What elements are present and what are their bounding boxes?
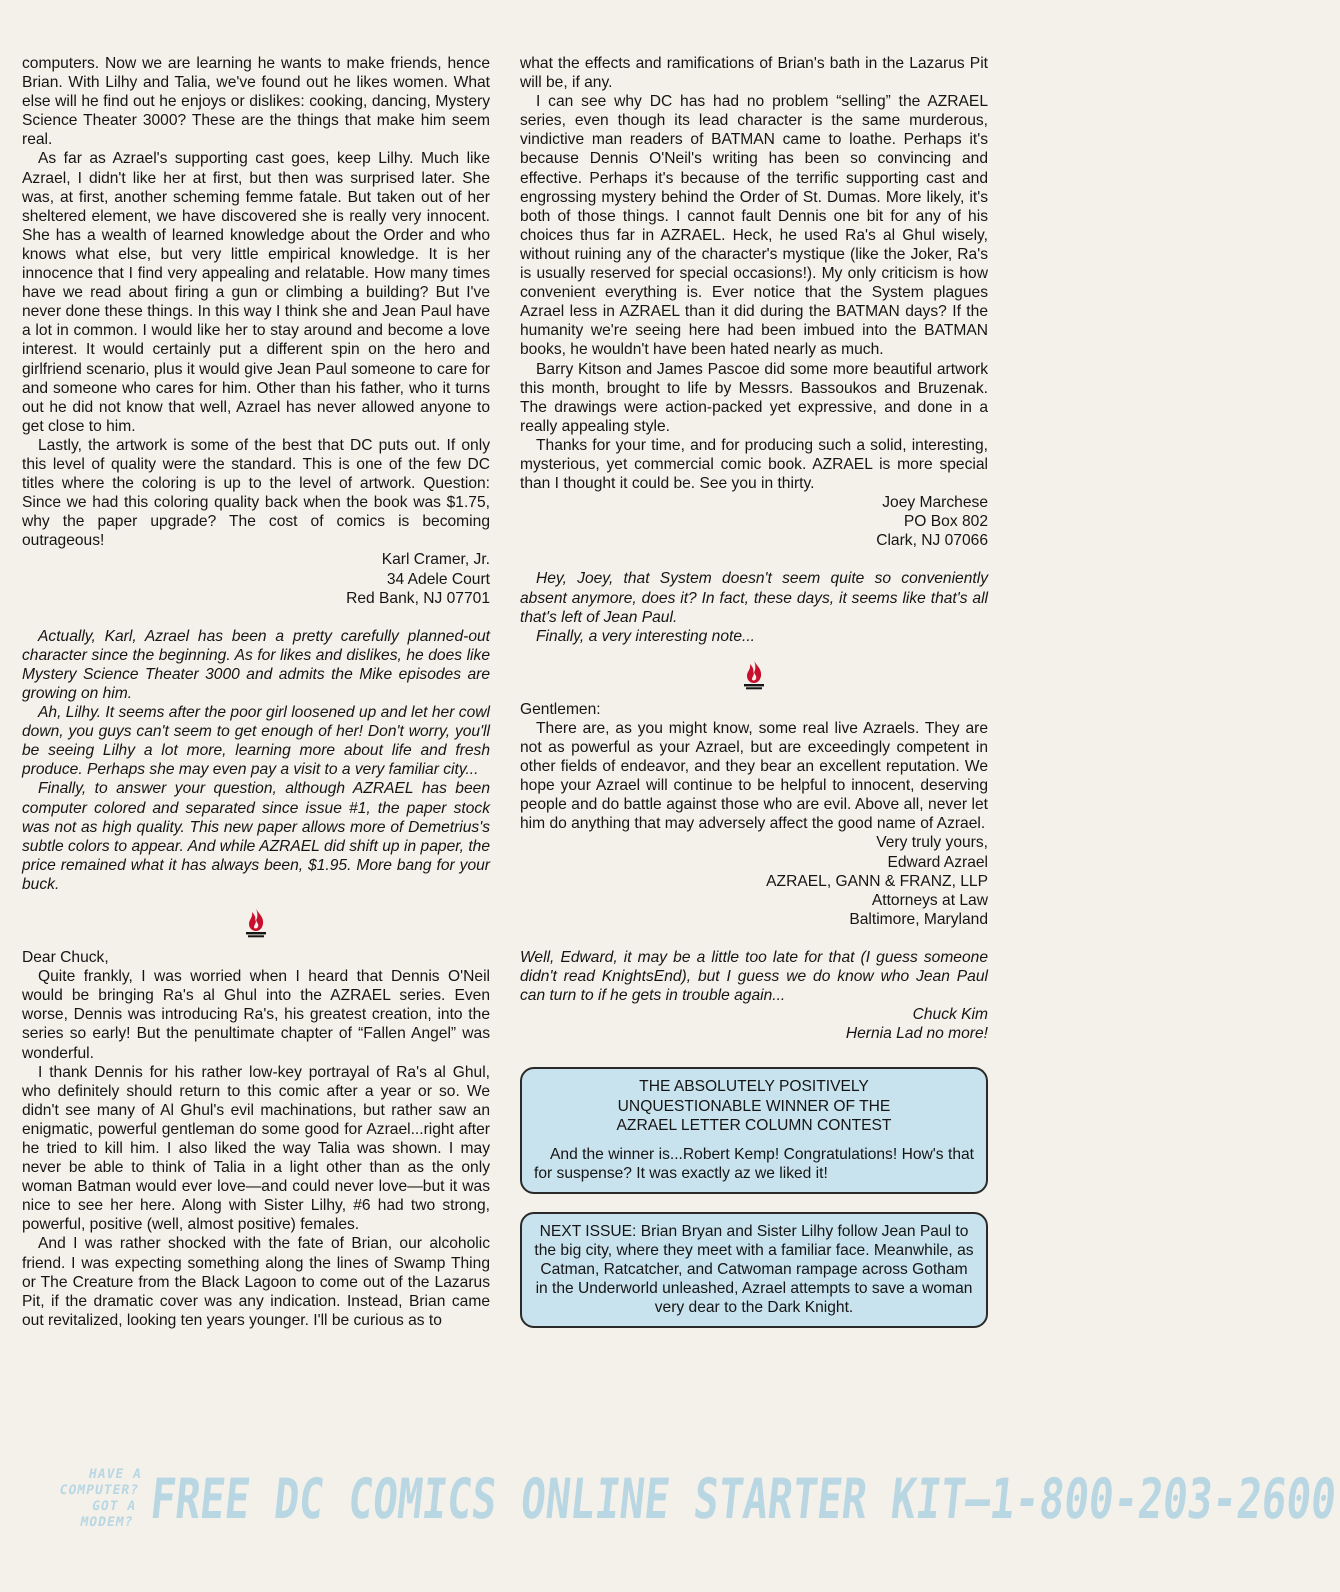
reply1-paragraph: Finally, to answer your question, although AZRAEL has been computer colored and separated since issue #1, the paper stock was not as high quality. This new paper allows more of Demetrius's subtle colors to appear. And while AZRAEL did shift up in paper, the price remained what it has always been, $1.95. More bang for your buck. (22, 780, 490, 893)
letter1-signature (22, 550, 490, 607)
reply2-paragraph: Finally, a very interesting note... (536, 627, 755, 645)
ad-small-text (52, 1467, 143, 1531)
signature-line: Joey Marchese (882, 494, 988, 512)
flame-icon (242, 906, 270, 938)
ad-small-line: HAVE A COMPUTER? (58, 1467, 144, 1498)
letter3-salutation: Gentlemen: (520, 700, 601, 718)
flame-icon (740, 658, 768, 690)
signature-line: Attorneys at Law (871, 891, 988, 909)
letter2-paragraph: what the effects and ramifications of Brian's bath in the Lazarus Pit will be, if any. (520, 55, 988, 92)
contest-heading-line: THE ABSOLUTELY POSITIVELY (639, 1078, 869, 1096)
letter2-paragraph: I thank Dennis for his rather low-key portrayal of Ra's al Ghul, who definitely should return to this comic after a year or so. We didn't see many of Al Ghul's evil machinations, but rather saw an enigmatic, powerful gentleman do some good for Azrael...right after he tried to kill him. I also liked the way Talia was shown. I may never be able to think of Talia in a light other than as the only woman Batman would ever love—and could never love—but it was nice to see her here. Along with Sister Lilhy, #6 had two strong, powerful, positive (well, almost positive) females. (22, 1063, 490, 1234)
letters-page (22, 54, 988, 1452)
right-column (520, 54, 988, 1452)
signature-line: PO Box 802 (903, 513, 988, 531)
contest-heading-line: UNQUESTIONABLE WINNER OF THE (617, 1097, 891, 1115)
signature-line: AZRAEL, GANN & FRANZ, LLP (766, 872, 988, 890)
letter1-paragraph: As far as Azrael's supporting cast goes, keep Lilhy. Much like Azrael, I didn't like her at first, but then was surprised later. She was, at first, another scheming femme fatale. But taken out of her sheltered element, we have discovered she is really very innocent. She has a wealth of learned knowledge about the Order and who knows what else, but very little empirical knowledge. It is her innocence that I find very appealing and relatable. How many times have we read about firing a gun or climbing a building? But I've never done these things. In this way I think she and Jean Paul have a lot in common. I would like her to stay around and become a love interest. It would certainly put a different spin on the hero and girlfriend scenario, plus it would give Jean Paul someone to care for and someone who cares for him. Other than his father, who it turns out he did not know that well, Azrael has never allowed anyone to get close to him. (22, 150, 490, 435)
signature-line: Red Bank, NJ 07701 (346, 589, 490, 607)
editor-tagline: Hernia Lad no more! (845, 1025, 988, 1043)
contest-body: And the winner is...Robert Kemp! Congratulations! How's that for suspense? It was exactly az we liked it! (534, 1145, 974, 1182)
editor-name: Chuck Kim (912, 1006, 988, 1024)
reply1-paragraph: Actually, Karl, Azrael has been a pretty carefully planned-out character since the beginning. As for likes and dislikes, he does like Mystery Science Theater 3000 and admits the Mike episodes are growing on him. (22, 627, 490, 702)
reply3-paragraph: Well, Edward, it may be a little too late for that (I guess someone didn't read KnightsEnd), but I guess we do know who Jean Paul can turn to if he gets in trouble again... (520, 948, 988, 1005)
ad-headline: FREE DC COMICS ONLINE STARTER KIT—1-800-203-2600 (148, 1466, 1340, 1532)
reply1-paragraph: Ah, Lilhy. It seems after the poor girl loosened up and let her cowl down, you guys can't seem to get enough of her! Don't worry, you'll be seeing Lilhy a lot more, learning more about life and fresh produce. Perhaps she may even pay a visit to a very familiar city... (22, 704, 490, 779)
next-issue-text: NEXT ISSUE: Brian Bryan and Sister Lilhy follow Jean Paul to the big city, where they meet with a familiar face. Meanwhile, as Catman, Ratcatcher, and Catwoman rampage across Gotham in the Underworld unleashed, Azrael attempts to save a woman very dear to the Dark Knight. (534, 1222, 974, 1317)
contest-heading-line: AZRAEL LETTER COLUMN CONTEST (616, 1116, 892, 1134)
letter2-salutation: Dear Chuck, (22, 949, 109, 967)
letter2-paragraph: Thanks for your time, and for producing such a solid, interesting, mysterious, yet commercial comic book. AZRAEL is more special than I thought it could be. See you in thirty. (520, 436, 988, 493)
contest-winner-box (520, 1067, 988, 1193)
signature-line: Edward Azrael (887, 853, 988, 871)
letter2-paragraph: Barry Kitson and James Pascoe did some more beautiful artwork this month, brought to life by Messrs. Bassoukos and Bruzenak. The drawings were action-packed yet expressive, and done in a really appealing style. (520, 360, 988, 435)
online-starter-kit-ad (58, 1466, 1340, 1532)
signature-line: Clark, NJ 07066 (876, 532, 988, 550)
signature-line: Karl Cramer, Jr. (381, 551, 490, 569)
letter2-paragraph: And I was rather shocked with the fate of Brian, our alcoholic friend. I was expecting something along the lines of Swamp Thing or The Creature from the Black Lagoon to come out of the Lazarus Pit, if the dramatic cover was any indication. Instead, Brian came out revitalized, looking ten years younger. I'll be curious as to (22, 1235, 490, 1329)
letter2-paragraph: I can see why DC has had no problem “selling” the AZRAEL series, even though its lead character is the same murderous, vindictive man readers of BATMAN came to loathe. Perhaps it's because Dennis O'Neil's writing has been so convincing and effective. Perhaps it's because of the terrific supporting cast and engrossing mystery behind the Order of St. Dumas. More likely, it's both of those things. I cannot fault Dennis one bit for any of his choices thus far in AZRAEL. Heck, he used Ra's al Ghul wisely, without ruining any of the character's mystique (like the Joker, Ra's is usually reserved for special occasions!). My only criticism is how convenient everything is. Ever notice that the System plagues Azrael less in AZRAEL than it did during the BATMAN days? If the humanity we're seeing here had been imbued into the BATMAN books, he wouldn't have been hated nearly as much. (520, 93, 988, 359)
letter3-paragraph: There are, as you might know, some real live Azraels. They are not as powerful as your Azrael, but are exceedingly competent in other fields of endeavor, and they bear an excellent reputation. We hope your Azrael will continue to be helpful to innocent, deserving people and do battle against those who are evil. Above all, never let him do anything that may adversely affect the good name of Azrael. (520, 719, 988, 833)
signature-line: Baltimore, Maryland (849, 910, 988, 928)
letter2-paragraph: Quite frankly, I was worried when I heard that Dennis O'Neil would be bringing Ra's al Ghul into the AZRAEL series. Even worse, Dennis was introducing Ra's, his greatest creation, into the series so early! But the penultimate chapter of “Fallen Angel” was wonderful. (22, 968, 490, 1062)
signature-line: 34 Adele Court (386, 570, 490, 588)
signature-line: Very truly yours, (876, 834, 988, 852)
contest-heading (534, 1077, 974, 1134)
letter2-signature (520, 493, 988, 550)
letter1-paragraph: Lastly, the artwork is some of the best that DC puts out. If only this level of quality were the standard. This is one of the few DC titles where the coloring is up to the level of artwork. Question: Since we had this coloring quality back when the book was $1.75, why the paper upgrade? The cost of comics is becoming outrageous! (22, 436, 490, 550)
ad-small-line: GOT A MODEM? (79, 1499, 138, 1530)
letter3-signature (520, 833, 988, 928)
reply2-paragraph: Hey, Joey, that System doesn't seem quite so conveniently absent anymore, does it? In fact, these days, it seems like that's all that's left of Jean Paul. (520, 570, 988, 626)
editor-signature (520, 1005, 988, 1043)
left-column (22, 54, 490, 1452)
letter1-paragraph: computers. Now we are learning he wants to make friends, hence Brian. With Lilhy and Talia, we've found out he likes women. What else will he find out he enjoys or dislikes: cooking, dancing, Mystery Science Theater 3000? These are the things that make him seem real. (22, 55, 490, 149)
next-issue-box (520, 1212, 988, 1328)
